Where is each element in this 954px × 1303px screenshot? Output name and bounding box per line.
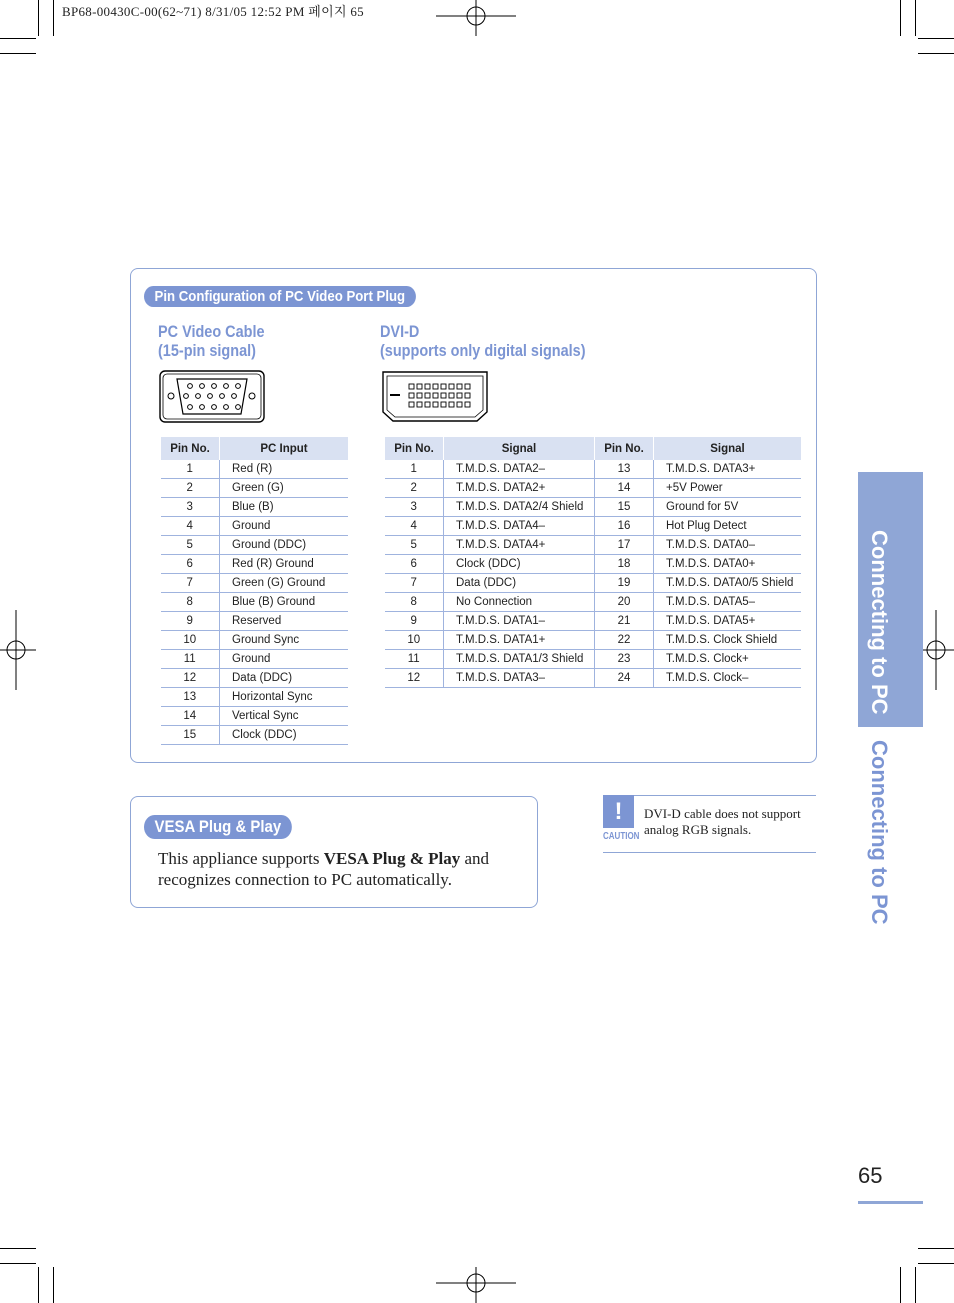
dvi-col-pin-2: Pin No. <box>595 437 654 460</box>
vga-table-row <box>161 479 349 498</box>
vga-col-pin: Pin No. <box>161 437 220 460</box>
dvi-table-row-cell: T.M.D.S. DATA3+ <box>654 460 802 479</box>
dvi-table-row-cell: 14 <box>595 479 654 498</box>
dvi-table-row-cell: 13 <box>595 460 654 479</box>
dvi-table-row-cell: 22 <box>595 631 654 650</box>
registration-mark-left <box>0 610 36 690</box>
vga-heading-line1: PC Video Cable <box>158 322 265 341</box>
vesa-text-bold: VESA Plug & Play <box>323 849 461 868</box>
dvi-col-signal-1: Signal <box>444 437 595 460</box>
dvi-table-row <box>385 498 802 517</box>
dvi-heading-line2: (supports only digital signals) <box>380 341 586 360</box>
dvi-table-row-cell: T.M.D.S. DATA2/4 Shield <box>444 498 595 517</box>
dvi-heading <box>380 322 586 360</box>
vga-table-row-cell: 3 <box>161 498 220 517</box>
dvi-table-row-cell: T.M.D.S. DATA4– <box>444 517 595 536</box>
vga-connector-icon <box>159 370 265 423</box>
dvi-table-row-cell: 19 <box>595 574 654 593</box>
vga-table-row-cell: 9 <box>161 612 220 631</box>
vga-table-row <box>161 631 349 650</box>
vga-table-row-cell: 10 <box>161 631 220 650</box>
vga-table-row-cell: Reserved <box>220 612 349 631</box>
dvi-table-row-cell: T.M.D.S. Clock+ <box>654 650 802 669</box>
caution-label: CAUTION <box>603 831 640 842</box>
vga-table-row-cell: 8 <box>161 593 220 612</box>
registration-mark-top <box>436 0 516 36</box>
vga-table-row-cell: 7 <box>161 574 220 593</box>
dvi-table-row-cell: 17 <box>595 536 654 555</box>
vga-table-row-cell: 2 <box>161 479 220 498</box>
vga-table-row-cell: Data (DDC) <box>220 669 349 688</box>
dvi-table-row-cell: 21 <box>595 612 654 631</box>
vga-table-row <box>161 498 349 517</box>
vga-table-row <box>161 517 349 536</box>
vga-table-header <box>161 437 349 460</box>
dvi-pin-table <box>384 437 801 688</box>
dvi-table-row-cell: T.M.D.S. DATA0/5 Shield <box>654 574 802 593</box>
dvi-table-row <box>385 479 802 498</box>
dvi-table-row-cell: +5V Power <box>654 479 802 498</box>
vga-table-row <box>161 555 349 574</box>
registration-mark-bottom <box>436 1267 516 1303</box>
dvi-table-row-cell: T.M.D.S. DATA5+ <box>654 612 802 631</box>
dvi-table-row-cell: T.M.D.S. DATA2– <box>444 460 595 479</box>
vga-table-row-cell: Red (R) Ground <box>220 555 349 574</box>
dvi-table-row-cell: 11 <box>385 650 444 669</box>
dvi-table-row-cell: T.M.D.S. DATA0– <box>654 536 802 555</box>
vga-table-row-cell: Ground <box>220 650 349 669</box>
dvi-table-row-cell: T.M.D.S. DATA1– <box>444 612 595 631</box>
vga-table-row-cell: Vertical Sync <box>220 707 349 726</box>
dvi-table-row-cell: T.M.D.S. DATA4+ <box>444 536 595 555</box>
page-number-underline <box>858 1201 923 1204</box>
vga-table-row-cell: Green (G) <box>220 479 349 498</box>
vga-table-row-cell: Ground <box>220 517 349 536</box>
dvi-table-row-cell: No Connection <box>444 593 595 612</box>
vga-table-row <box>161 726 349 745</box>
dvi-table-row-cell: 4 <box>385 517 444 536</box>
vga-table-row <box>161 707 349 726</box>
dvi-table-row <box>385 669 802 688</box>
dvi-table-row-cell: T.M.D.S. Clock– <box>654 669 802 688</box>
vga-table-row-cell: 5 <box>161 536 220 555</box>
dvi-table-row <box>385 612 802 631</box>
vga-table-row <box>161 536 349 555</box>
dvi-table-row <box>385 574 802 593</box>
dvi-col-signal-2: Signal <box>654 437 802 460</box>
vga-table-row-cell: Blue (B) <box>220 498 349 517</box>
vga-col-input: PC Input <box>220 437 349 460</box>
caution-text: DVI-D cable does not support analog RGB signals. <box>644 806 801 837</box>
vga-table-row-cell: Green (G) Ground <box>220 574 349 593</box>
dvi-table-row-cell: T.M.D.S. DATA1+ <box>444 631 595 650</box>
vga-table-row-cell: Ground (DDC) <box>220 536 349 555</box>
dvi-table-row-cell: T.M.D.S. DATA5– <box>654 593 802 612</box>
dvi-col-pin-1: Pin No. <box>385 437 444 460</box>
dvi-table-row-cell: 8 <box>385 593 444 612</box>
dvi-table-row-cell: 15 <box>595 498 654 517</box>
vga-table-row-cell: 4 <box>161 517 220 536</box>
vesa-description <box>158 848 528 890</box>
dvi-table-row <box>385 536 802 555</box>
vga-heading-line2: (15-pin signal) <box>158 341 256 360</box>
vga-table-row-cell: 12 <box>161 669 220 688</box>
vga-pin-table <box>160 437 348 745</box>
dvi-table-row-cell: 10 <box>385 631 444 650</box>
dvi-table-row-cell: 5 <box>385 536 444 555</box>
vga-table-row-cell: Clock (DDC) <box>220 726 349 745</box>
vga-table-row-cell: 1 <box>161 460 220 479</box>
dvi-table-row-cell: 20 <box>595 593 654 612</box>
vesa-text-post: and recognizes connection to PC automatically. <box>158 849 490 889</box>
vga-table-row-cell: 14 <box>161 707 220 726</box>
vga-table-row-cell: Horizontal Sync <box>220 688 349 707</box>
dvi-table-row <box>385 555 802 574</box>
dvi-table-row-cell: 24 <box>595 669 654 688</box>
dvi-table-row-cell: T.M.D.S. Clock Shield <box>654 631 802 650</box>
page-number: 65 <box>858 1163 883 1188</box>
dvi-table-row-cell: 23 <box>595 650 654 669</box>
dvi-table-row-cell: T.M.D.S. DATA1/3 Shield <box>444 650 595 669</box>
dvi-table-row-cell: 3 <box>385 498 444 517</box>
dvi-table-row <box>385 593 802 612</box>
dvi-table-header <box>385 437 802 460</box>
vesa-title: VESA Plug & Play <box>144 815 292 839</box>
dvi-table-row-cell: 1 <box>385 460 444 479</box>
vga-table-row-cell: 11 <box>161 650 220 669</box>
print-header: BP68-00430C-00(62~71) 8/31/05 12:52 PM 페이지 65 <box>62 4 364 19</box>
caution-icon: ! <box>603 795 634 828</box>
side-tab-label-inactive: Connecting to PC <box>867 740 892 925</box>
dvi-table-row-cell: 6 <box>385 555 444 574</box>
vga-table-row <box>161 669 349 688</box>
dvi-table-row <box>385 631 802 650</box>
dvi-table-row <box>385 517 802 536</box>
vga-table-row <box>161 574 349 593</box>
dvi-table-row-cell: T.M.D.S. DATA2+ <box>444 479 595 498</box>
pin-config-title: Pin Configuration of PC Video Port Plug <box>144 286 416 307</box>
dvi-table-row-cell: Clock (DDC) <box>444 555 595 574</box>
dvi-table-row <box>385 460 802 479</box>
vga-table-row <box>161 650 349 669</box>
vga-table-row-cell: Blue (B) Ground <box>220 593 349 612</box>
dvi-table-row-cell: T.M.D.S. DATA0+ <box>654 555 802 574</box>
vga-table-row-cell: 13 <box>161 688 220 707</box>
dvi-table-row-cell: 7 <box>385 574 444 593</box>
vga-table-row-cell: Red (R) <box>220 460 349 479</box>
dvi-connector-icon <box>381 370 489 423</box>
vga-table-row-cell: 6 <box>161 555 220 574</box>
vga-heading <box>158 322 265 360</box>
vesa-text-pre: This appliance supports <box>158 849 324 868</box>
dvi-table-row-cell: 18 <box>595 555 654 574</box>
dvi-table-row-cell: T.M.D.S. DATA3– <box>444 669 595 688</box>
dvi-table-row-cell: 2 <box>385 479 444 498</box>
dvi-table-row-cell: 16 <box>595 517 654 536</box>
vga-table-row <box>161 612 349 631</box>
vga-table-row-cell: 15 <box>161 726 220 745</box>
dvi-table-row-cell: Data (DDC) <box>444 574 595 593</box>
registration-mark-right <box>918 610 954 690</box>
vga-table-row <box>161 460 349 479</box>
dvi-table-row-cell: 9 <box>385 612 444 631</box>
vga-table-row-cell: Ground Sync <box>220 631 349 650</box>
dvi-table-row-cell: Ground for 5V <box>654 498 802 517</box>
dvi-table-row-cell: Hot Plug Detect <box>654 517 802 536</box>
vga-table-row <box>161 593 349 612</box>
side-tab-label-active: Connecting to PC <box>867 530 892 715</box>
vga-table-row <box>161 688 349 707</box>
dvi-heading-line1: DVI-D <box>380 322 420 341</box>
dvi-table-row <box>385 650 802 669</box>
dvi-table-row-cell: 12 <box>385 669 444 688</box>
